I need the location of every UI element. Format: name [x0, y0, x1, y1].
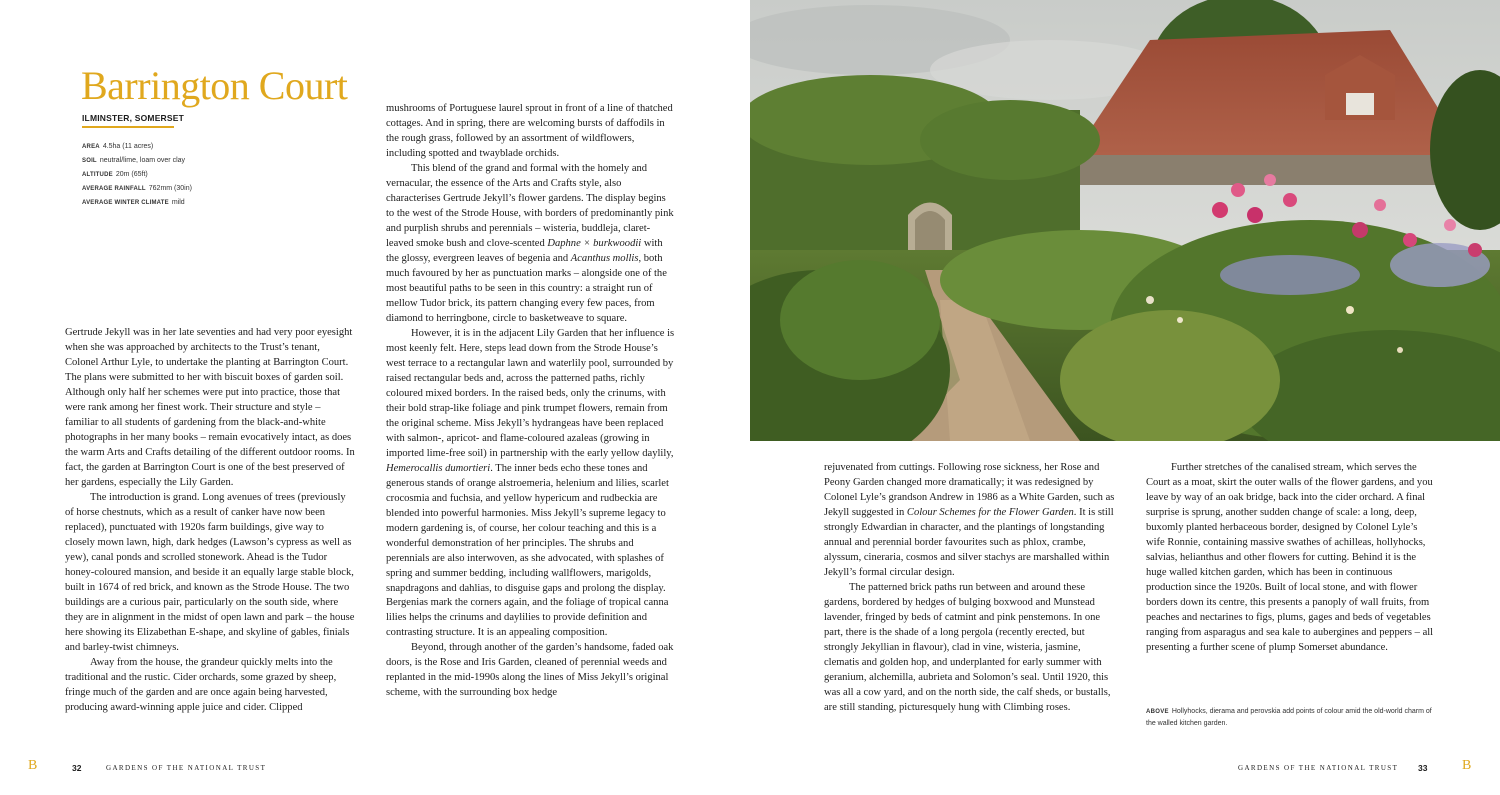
page-title: Barrington Court	[81, 63, 348, 108]
text-run: rejuvenated from cuttings. Following rose sickness, her Rose and Peony Garden changed more dramatically; it was redesigned by Colonel Lyle’s grandson Andrew in 1986 as a White Garden, such as Jekyll suggested in	[824, 462, 1115, 518]
folio-logo-left: B	[28, 758, 38, 773]
paragraph: Away from the house, the grandeur quickly melts into the traditional and the rustic. Cider orchards, some grazed by sheep, fringe much of the garden and are once again being harvested, producing award-winning apple juice and cider. Clipped	[65, 656, 337, 713]
text-run: . The inner beds echo these tones and generous stands of orange alstroemeria, helenium and lilies, scarlet crocosmia and fuchsia, and yellow hypericum and rudbeckia are blended into powerful harmonies. Miss Jekyll’s supreme legacy to modern gardening is, of course, her colour teaching and this is a wonderful demonstration of her principles. The shrubs and perennials are also interwoven, as she advocated, with splashes of spring and summer bedding, including wallflowers, marigolds, snapdragons and dahlias, to disguise gaps and prolong the display. Bergenias mark the corners again, and the foliage of tropical canna lilies helps the crinums and daylilies to provide definition and contrasting structure. It is an appealing composition.	[386, 462, 669, 639]
text-run: This blend of the grand and formal with the homely and vernacular, the essence of the Arts and Crafts style, also characterises Gertrude Jekyll’s flower gardens. The display begins to the west of the Strode House, with borders of predominantly pink and purplish shrubs and perennials – wisteria, buddleja, claret-leaved smoke bush and clove-scented	[386, 162, 674, 249]
page-number-right: 33	[1418, 763, 1428, 773]
paragraph: Gertrude Jekyll was in her late seventies and had very poor eyesight when she was approached by architects to the Trust’s tenant, Colonel Arthur Lyle, to undertake the planting at Barrington Court. The plans were submitted to her with biscuit boxes of garden soil. Although only half her schemes were put into practice, those that were rank among her finest work. Their structure and style – familiar to all students of gardening from the black-and-white photographs in her many books – remain evocatively intact, as does the warm Arts and Crafts detailing of the different outdoor rooms. In fact, the garden at Barrington Court is one of the best preserved of her gardens, especially the Lily Garden.	[65, 327, 355, 488]
location-subtitle: ILMINSTER, SOMERSET	[82, 113, 185, 123]
paragraph: Beyond, through another of the garden’s handsome, faded oak doors, is the Rose and Iris Garden, cleaned of perennial weeds and replanted in the mid-1990s along the lines of Miss Jekyll’s original scheme, with the surrounding box hedge	[386, 642, 674, 699]
fact-label: SOIL	[82, 158, 97, 164]
page-number-left: 32	[72, 763, 82, 773]
paragraph	[386, 162, 676, 327]
fact-label: AREA	[82, 144, 100, 150]
fact-row	[82, 154, 192, 168]
text-run: . It is still strongly Edwardian in character, and the plantings of longstanding annual and perennial border favourites such as phlox, crambe, alyssum, cineraria, cosmos and silver stachys are marshalled within Jekyll’s formal circular design.	[824, 506, 1114, 578]
fact-label: AVERAGE RAINFALL	[82, 186, 146, 192]
text-column-1	[65, 326, 355, 716]
photo-caption	[1146, 706, 1436, 730]
text-column-4	[1146, 461, 1436, 656]
paragraph	[386, 327, 676, 642]
garden-photo	[750, 0, 1500, 441]
paragraph: The patterned brick paths run between and around these gardens, bordered by hedges of bulging boxwood and Munstead lavender, fringed by beds of catmint and pink penstemons. In one part, there is the shade of a long pergola (recently erected, but strongly Jekyllian in flavour), clad in vine, wisteria, jasmine, clematis and golden hop, and underplanted for early summer with geranium, alchemilla, aubrieta and Solomon’s seal. Until 1920, this was all a cow yard, and on the north side, the calf sheds, or bustalls, are still standing, picturesquely hung with Climbing roses.	[824, 581, 1111, 713]
paragraph: mushrooms of Portuguese laurel sprout in front of a line of thatched cottages. And in spring, there are welcoming bursts of daffodils in the rough grass, followed by an assortment of wildflowers, including spotted and twayblade orchids.	[386, 103, 673, 159]
fact-value: 20m (65ft)	[115, 171, 148, 178]
paragraph: Further stretches of the canalised stream, which serves the Court as a moat, skirt the outer walls of the flower gardens, and you leave by way of an oak bridge, back into the cider orchard. A final surprise is sprung, another sudden change of scale: a long, deep, buxomly planted herbaceous border, designed by Colonel Lyle’s wife Ronnie, containing massive swathes of achilleas, hollyhocks, salvias, helianthus and other flowers for cutting. Behind it is the huge walled kitchen garden, which has been in continuous production since the 1920s. Built of local stone, and with flower borders down its centre, this presents a panoply of wall fruits, from peaches and nectarines to figs, plums, gages and beds of vegetables ranging from asparagus and sea kale to aubergines and peppers – all presenting a further scene of plump Somerset abundance.	[1146, 462, 1434, 653]
fact-value: neutral/lime, loam over clay	[99, 157, 186, 164]
text-column-3	[824, 461, 1116, 716]
italic-term: Colour Schemes for the Flower Garden	[906, 506, 1074, 518]
fact-label: ALTITUDE	[82, 172, 113, 178]
text-run: , both much favoured by her as punctuation marks – alongside one of the most beautiful paths to be seen in this country: a straight run of mellow Tudor brick, its pattern changing every few paces, from diamond to herringbone, circle to basketweave to square.	[386, 252, 667, 324]
fact-row	[82, 182, 192, 196]
text-run: However, it is in the adjacent Lily Garden that her influence is most keenly felt. Here, steps lead down from the Strode House’s west terrace to a rectangular lawn and waterlily pool, surrounded by raised rectangular beds and, across the patterned paths, richly coloured mixed borders. In the raised beds, only the crinums, with their bold strap-like foliage and pink trumpet flowers, remain from the original scheme. Miss Jekyll’s hydrangeas have been replaced with salmon-, apricot- and flame-coloured azaleas (growing in imported lime-free soil) in partnership with the early yellow daylily,	[386, 327, 675, 459]
fact-row	[82, 140, 192, 154]
fact-row	[82, 196, 192, 210]
fact-label: AVERAGE WINTER CLIMATE	[82, 200, 169, 206]
fact-row	[82, 168, 192, 182]
folio-logo-right: B	[1462, 758, 1472, 773]
fact-value: mild	[171, 199, 185, 206]
text-column-2	[386, 102, 676, 701]
caption-label: ABOVE	[1146, 709, 1169, 715]
fact-value: 762mm (30in)	[148, 185, 192, 192]
paragraph	[824, 461, 1116, 581]
title-rule	[82, 126, 174, 128]
italic-term: Acanthus mollis	[570, 252, 639, 264]
fact-value: 4.5ha (11 acres)	[102, 143, 154, 150]
italic-term: Daphne × burkwoodii	[547, 237, 642, 249]
text-run: with the glossy, evergreen leaves of begenia and	[386, 237, 663, 264]
garden-facts	[82, 140, 192, 210]
italic-term: Hemerocallis dumortieri	[386, 462, 491, 474]
running-head-right: GARDENS OF THE NATIONAL TRUST	[1238, 764, 1399, 772]
paragraph: The introduction is grand. Long avenues of trees (previously of horse chestnuts, which as a result of canker have now been replaced), punctuated with 1920s farm buildings, give way to closely mown lawn, high, dark hedges (Lawson’s cypress as well as yew), canal ponds and scrolled stonework. Ahead is the Tudor honey-coloured mansion, and beside it an equally large stable block, built in 1674 of red brick, and known as the Strode House. The two buildings are a curious pair, particularly on the south side, where they are in alignment in the midst of open lawn and park – the house here showing its Elizabethan E-shape, and skyline of gables, finials and barley-twist chimneys.	[65, 491, 355, 653]
caption-text: Hollyhocks, dierama and perovskia add points of colour amid the old-world charm of the walled kitchen garden.	[1146, 708, 1432, 727]
running-head-left: GARDENS OF THE NATIONAL TRUST	[106, 764, 267, 772]
